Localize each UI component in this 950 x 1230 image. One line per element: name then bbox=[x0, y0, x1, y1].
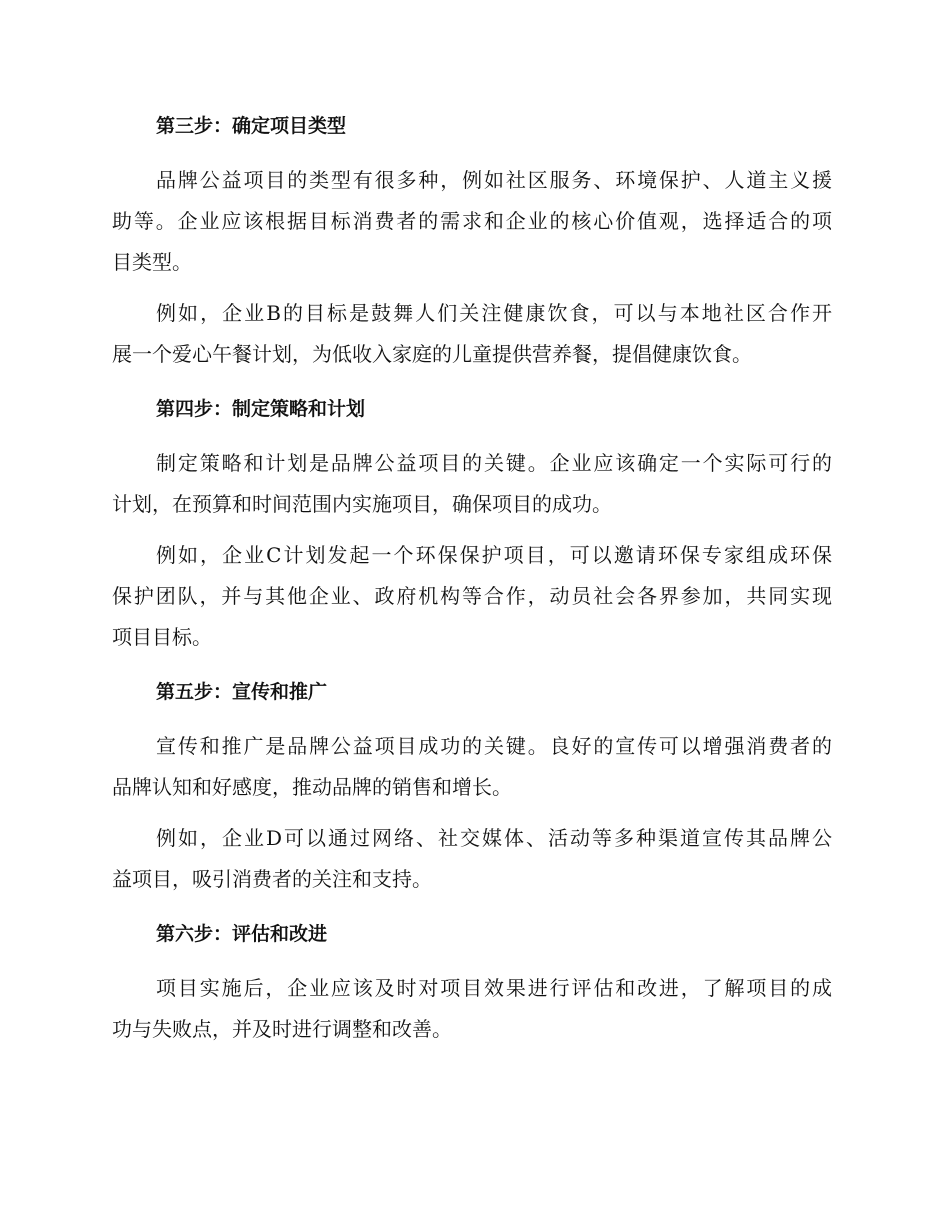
paragraph-line: 项目目标。 bbox=[112, 625, 212, 649]
section-heading-step5: 第五步：宣传和推广 bbox=[156, 681, 328, 703]
paragraph-step6-description bbox=[112, 968, 832, 1050]
paragraph-line: 保护团队，并与其他企业、政府机构等合作，动员社会各界参加，共同实现 bbox=[112, 584, 832, 608]
paragraph-line: 益项目，吸引消费者的关注和支持。 bbox=[112, 867, 432, 891]
paragraph-line: 计划，在预算和时间范围内实施项目，确保项目的成功。 bbox=[112, 492, 612, 516]
paragraph-line: 例如，企业D可以通过网络、社交媒体、活动等多种渠道宣传其品牌公 bbox=[156, 826, 832, 850]
paragraph-step3-description bbox=[112, 160, 832, 283]
paragraph-step4-example bbox=[112, 535, 832, 658]
paragraph-line: 助等。企业应该根据目标消费者的需求和企业的核心价值观，选择适合的项 bbox=[112, 209, 832, 233]
document-body bbox=[112, 104, 832, 1050]
paragraph-line: 制定策略和计划是品牌公益项目的关键。企业应该确定一个实际可行的 bbox=[156, 451, 832, 475]
paragraph-step3-example bbox=[112, 293, 832, 375]
paragraph-step5-example bbox=[112, 818, 832, 900]
paragraph-line: 展一个爱心午餐计划，为低收入家庭的儿童提供营养餐，提倡健康饮食。 bbox=[112, 342, 752, 366]
paragraph-line: 品牌认知和好感度，推动品牌的销售和增长。 bbox=[112, 775, 512, 799]
paragraph-line: 品牌公益项目的类型有很多种，例如社区服务、环境保护、人道主义援 bbox=[156, 168, 832, 192]
section-heading-step3: 第三步：确定项目类型 bbox=[156, 115, 347, 137]
section-heading-step4: 第四步：制定策略和计划 bbox=[156, 398, 366, 420]
section-heading-step6: 第六步：评估和改进 bbox=[156, 923, 328, 945]
paragraph-line: 项目实施后，企业应该及时对项目效果进行评估和改进，了解项目的成 bbox=[156, 976, 832, 1000]
paragraph-line: 目类型。 bbox=[112, 250, 192, 274]
paragraph-line: 例如，企业B的目标是鼓舞人们关注健康饮食，可以与本地社区合作开 bbox=[156, 301, 832, 325]
paragraph-line: 宣传和推广是品牌公益项目成功的关键。良好的宣传可以增强消费者的 bbox=[156, 734, 832, 758]
paragraph-step5-description bbox=[112, 726, 832, 808]
paragraph-line: 例如，企业C计划发起一个环保保护项目，可以邀请环保专家组成环保 bbox=[156, 543, 832, 567]
paragraph-line: 功与失败点，并及时进行调整和改善。 bbox=[112, 1017, 452, 1041]
paragraph-step4-description bbox=[112, 443, 832, 525]
